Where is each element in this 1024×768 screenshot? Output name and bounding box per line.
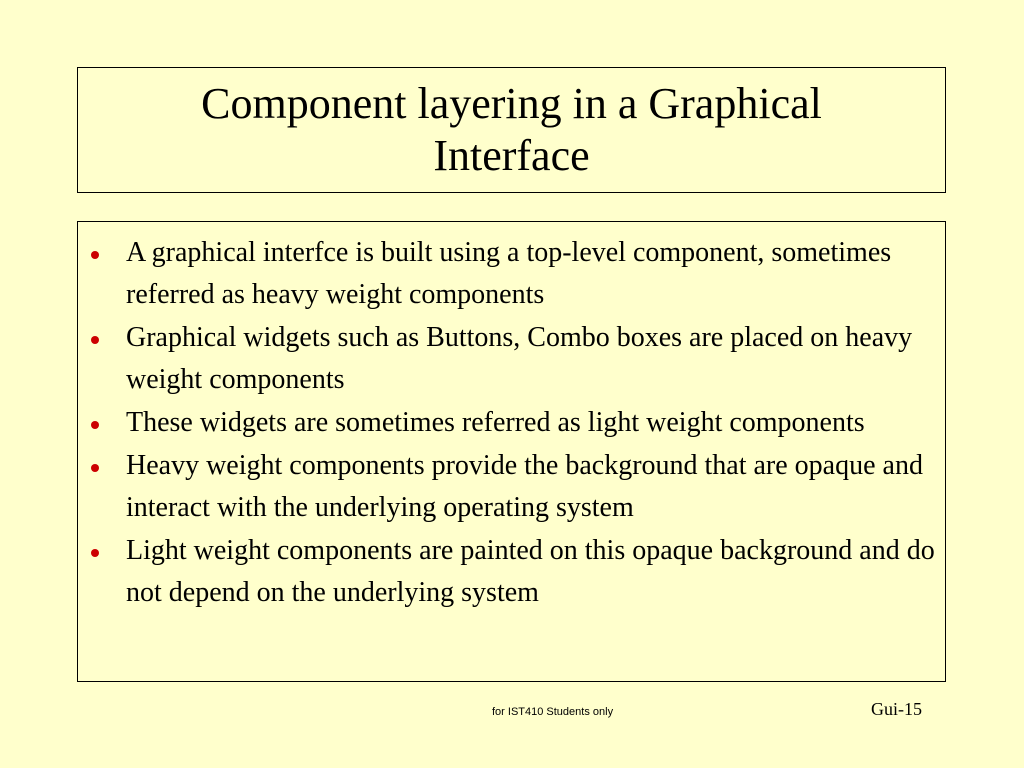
bullet-item xyxy=(78,317,945,401)
bullet-item xyxy=(78,232,945,316)
bullet-text: Light weight components are painted on this opaque background and do not depend on the underlying system xyxy=(126,535,935,608)
bullet-dot-icon xyxy=(91,336,99,344)
bullet-item xyxy=(78,402,945,444)
title-box xyxy=(77,67,946,193)
bullet-text: Graphical widgets such as Buttons, Combo boxes are placed on heavy weight components xyxy=(126,322,913,395)
slide-number: Gui-15 xyxy=(871,699,922,719)
bullet-item xyxy=(78,530,945,614)
footer-text: for IST410 Students only xyxy=(492,706,614,718)
bullet-dot-icon xyxy=(91,251,99,259)
content-box xyxy=(77,221,946,682)
bullet-text: These widgets are sometimes referred as light weight components xyxy=(126,407,865,438)
bullet-text: Heavy weight components provide the background that are opaque and interact with the underlying operating system xyxy=(126,450,923,523)
bullet-item xyxy=(78,445,945,529)
slide-title: Component layering in a Graphical Interface xyxy=(201,79,822,180)
bullet-dot-icon xyxy=(91,421,99,429)
bullet-text: A graphical interfce is built using a top-level component, sometimes referred as heavy weight components xyxy=(126,237,892,310)
bullet-dot-icon xyxy=(91,464,99,472)
bullet-list xyxy=(78,222,945,614)
bullet-dot-icon xyxy=(91,549,99,557)
